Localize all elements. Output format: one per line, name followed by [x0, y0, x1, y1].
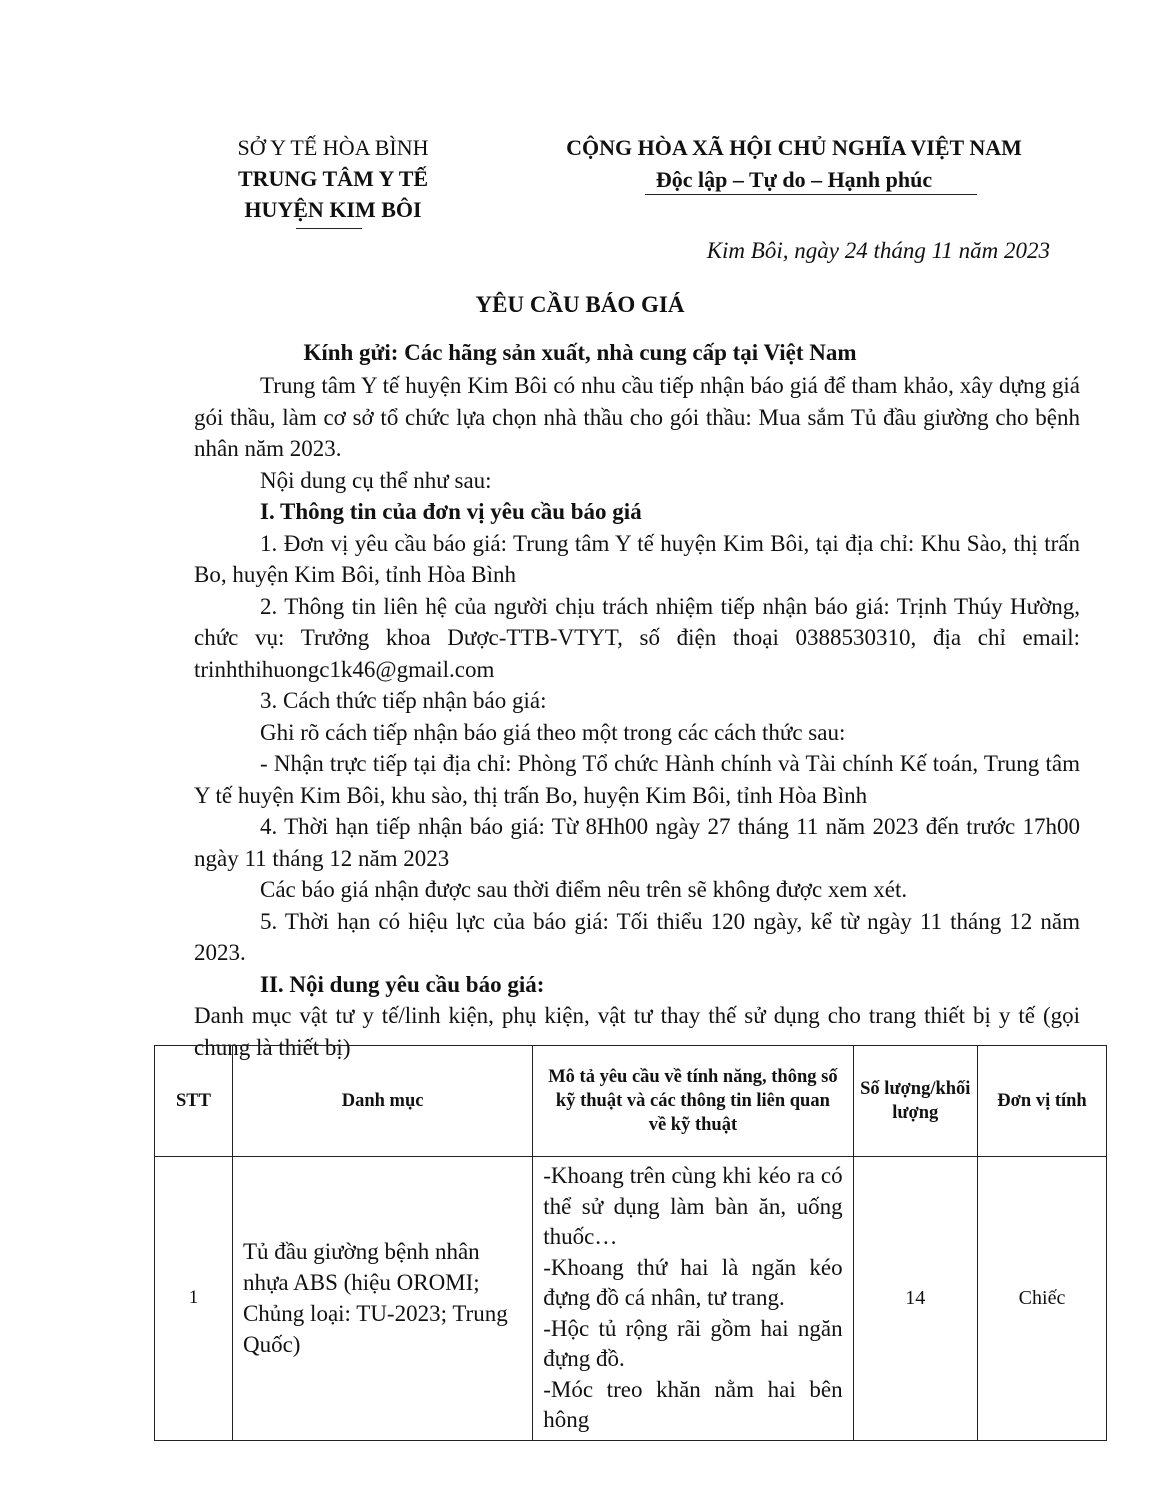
section1-item3-note: Ghi rõ cách tiếp nhận báo giá theo một trong các cách thức sau: [260, 719, 846, 745]
cell-qty: 14 [853, 1157, 977, 1441]
desc-line: -Khoang trên cùng khi kéo ra có thể sử dụng làm bàn ăn, uống thuốc… [543, 1163, 843, 1249]
cell-unit: Chiếc [978, 1157, 1107, 1441]
agency-parent: SỞ Y TẾ HÒA BÌNH [237, 135, 429, 160]
header-stt: STT [155, 1046, 233, 1157]
desc-line: -Khoang thứ hai là ngăn kéo đựng đồ cá nhân, tư trang. [543, 1254, 843, 1310]
header-unit: Đơn vị tính [978, 1046, 1107, 1157]
section1-item2: 2. Thông tin liên hệ của người chịu trách nhiệm tiếp nhận báo giá: Trịnh Thúy Hường, chức vụ: Trưởng khoa Dược-TTB-VTYT, số điện thoại 0388530310, địa chỉ email: trinhthihuongc1k46@gmail.com [194, 593, 1080, 682]
country-name: CỘNG HÒA XÃ HỘI CHỦ NGHĨA VIỆT NAM [566, 135, 1022, 160]
document-date: Kim Bôi, ngày 24 tháng 11 năm 2023 [706, 238, 1050, 263]
agency-name-line1: TRUNG TÂM Y TẾ [237, 166, 429, 191]
section2-heading: II. Nội dung yêu cầu báo giá: [260, 971, 545, 997]
document-body [194, 370, 1080, 1063]
agency-underline [296, 228, 362, 229]
header-desc: Mô tả yêu cầu về tính năng, thông số kỹ thuật và các thông tin liên quan về kỹ thuật [533, 1046, 853, 1157]
intro-paragraph: Trung tâm Y tế huyện Kim Bôi có nhu cầu tiếp nhận báo giá để tham khảo, xây dựng giá gói thầu, làm cơ sở tổ chức lựa chọn nhà thầu cho gói thầu: Mua sắm Tủ đầu giường cho bệnh nhân năm 2023. [194, 373, 1080, 461]
section2-lead: Danh mục vật tư y tế/linh kiện, phụ kiện, vật tư thay thế sử dụng cho trang thiết bị y tế (gọi chung là thiết bị) [194, 1003, 1080, 1060]
motto: Độc lập – Tự do – Hạnh phúc [655, 167, 933, 192]
desc-line: -Móc treo khăn nằm hai bên hông [543, 1376, 843, 1432]
items-table [154, 1045, 1107, 1441]
national-motto [520, 132, 1068, 196]
cell-desc [533, 1157, 853, 1441]
recipient-line: Kính gửi: Các hãng sản xuất, nhà cung cấp tại Việt Nam [303, 340, 857, 365]
desc-line: -Hộc tủ rộng rãi gồm hai ngăn đựng đồ. [543, 1315, 843, 1371]
section1-item3: 3. Cách thức tiếp nhận báo giá: [260, 688, 547, 713]
section1-heading: I. Thông tin của đơn vị yêu cầu báo giá [260, 499, 642, 524]
cell-name: Tủ đầu giường bệnh nhân nhựa ABS (hiệu OROMI; Chủng loại: TU-2023; Trung Quốc) [232, 1157, 532, 1441]
section1-item4-note: Các báo giá nhận được sau thời điểm nêu trên sẽ không được xem xét. [260, 877, 908, 902]
table-row [155, 1157, 1107, 1441]
header-qty: Số lượng/khối lượng [853, 1046, 977, 1157]
content-lead: Nội dung cụ thể như sau: [260, 467, 492, 493]
agency-name-line2: HUYỆN KIM BÔI [244, 197, 422, 222]
header-name: Danh mục [232, 1046, 532, 1157]
issuing-agency [188, 132, 478, 225]
section1-item3-direct: - Nhận trực tiếp tại địa chỉ: Phòng Tổ chức Hành chính và Tài chính Kế toán, Trung tâm Y tế huyện Kim Bôi, khu sào, thị trấn Bo, huyện Kim Bôi, tỉnh Hòa Bình [194, 751, 1080, 808]
section1-item5: 5. Thời hạn có hiệu lực của báo giá: Tối thiểu 120 ngày, kể từ ngày 11 tháng 12 năm 2023. [194, 908, 1080, 965]
section1-item4: 4. Thời hạn tiếp nhận báo giá: Từ 8Hh00 ngày 27 tháng 11 năm 2023 đến trước 17h00 ngày 11 tháng 12 năm 2023 [194, 814, 1080, 871]
cell-stt: 1 [155, 1157, 233, 1441]
table-header-row [155, 1046, 1107, 1157]
document-title: YÊU CẦU BÁO GIÁ [475, 292, 685, 317]
section1-item1: 1. Đơn vị yêu cầu báo giá: Trung tâm Y tế huyện Kim Bôi, tại địa chỉ: Khu Sào, thị trấn Bo, huyện Kim Bôi, tỉnh Hòa Bình [194, 530, 1080, 587]
motto-underline [645, 194, 977, 195]
